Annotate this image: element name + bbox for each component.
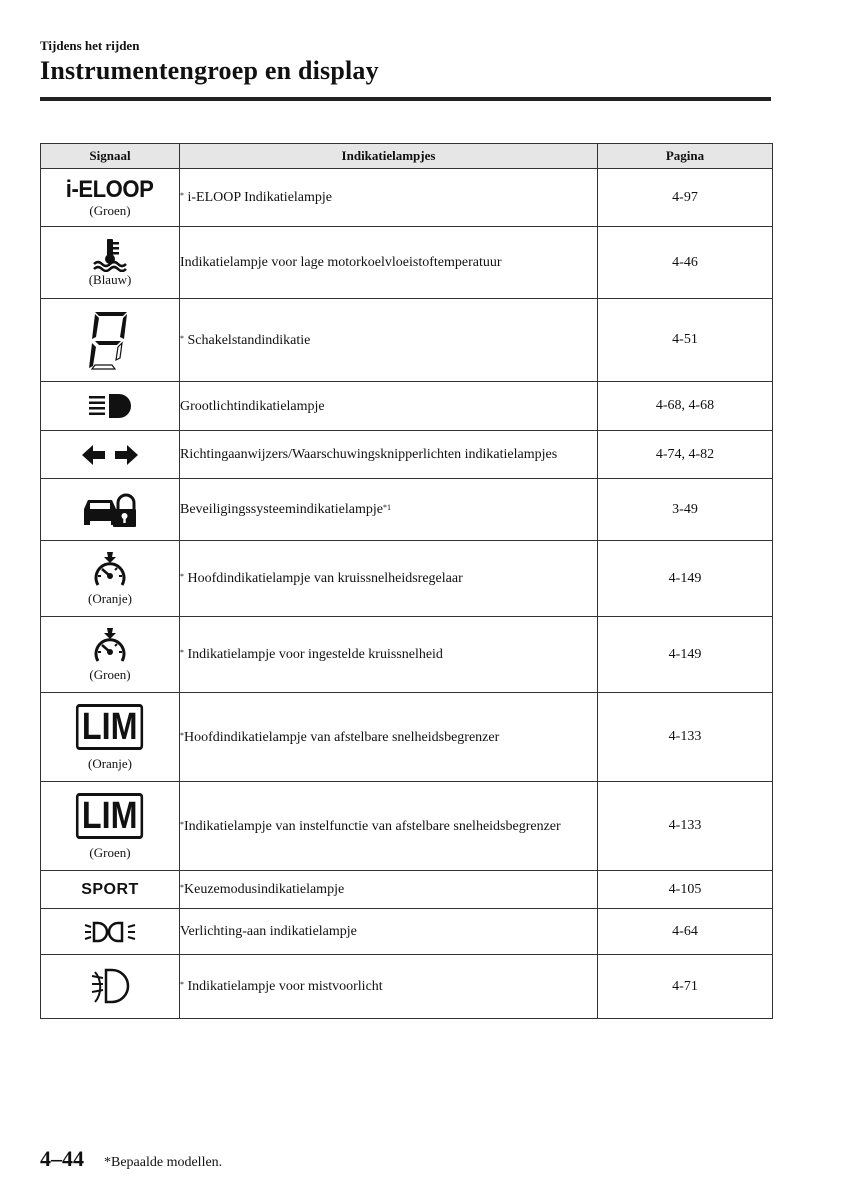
header-indicator: Indikatielampjes [180, 144, 598, 169]
page-ref: 4-51 [598, 299, 773, 382]
signal-cell [41, 169, 180, 227]
indicator-text: Hoofdindikatielampje van afstelbare snelheidsbegrenzer [184, 729, 500, 745]
table-header-row [41, 144, 773, 169]
footnote-ref: *1 [382, 503, 391, 512]
security-lock-icon [82, 491, 138, 529]
lim-set-icon: LIM [76, 793, 144, 839]
indicator-text: Keuzemodusindikatielampje [184, 882, 345, 897]
page-ref: 4-149 [598, 541, 773, 617]
table-row [41, 541, 773, 617]
i-eloop-icon: i-ELOOP [66, 176, 154, 203]
signal-cell [41, 299, 180, 382]
signal-cell [41, 541, 180, 617]
indicator-table [40, 143, 773, 1019]
table-row [41, 782, 773, 871]
page-ref: 4-105 [598, 871, 773, 909]
table-row [41, 431, 773, 479]
color-label: (Oranje) [87, 755, 133, 771]
signal-cell [41, 782, 180, 871]
cruise-control-set-icon [90, 627, 130, 667]
signal-cell [41, 227, 180, 299]
indicator-cell [180, 227, 598, 299]
indicator-cell [180, 431, 598, 479]
page-number: 4–44 [40, 1146, 84, 1171]
page-ref: 4-74, 4-82 [598, 431, 773, 479]
page-ref: 3-49 [598, 479, 773, 541]
indicator-text: Indikatielampje voor ingestelde kruissnelheid [184, 647, 443, 662]
indicator-cell [180, 382, 598, 431]
model-mark: * [180, 730, 184, 740]
model-mark: * [180, 191, 184, 200]
signal-cell [41, 431, 180, 479]
lights-on-icon [84, 920, 136, 944]
footnote: *Bepaalde modellen. [104, 1155, 223, 1170]
indicator-cell [180, 955, 598, 1019]
table-row [41, 299, 773, 382]
page-ref: 4-71 [598, 955, 773, 1019]
sport-mode-icon: SPORT [81, 880, 139, 898]
cruise-control-icon [90, 551, 130, 591]
indicator-cell [180, 541, 598, 617]
page-ref: 4-46 [598, 227, 773, 299]
header-signal: Signaal [41, 144, 180, 169]
indicator-text: Schakelstandindikatie [184, 332, 311, 348]
table-row [41, 617, 773, 693]
page-ref: 4-68, 4-68 [598, 382, 773, 431]
indicator-text: Indikatielampje voor lage motorkoelvloeistoftemperatuur [180, 255, 502, 270]
indicator-cell [180, 299, 598, 382]
table-row [41, 227, 773, 299]
indicator-cell [180, 782, 598, 871]
page-title: Instrumentengroep en display [40, 56, 379, 85]
indicator-cell [180, 479, 598, 541]
table-row [41, 909, 773, 955]
model-mark: * [180, 819, 184, 829]
page-ref: 4-133 [598, 782, 773, 871]
signal-cell [41, 479, 180, 541]
signal-cell [41, 382, 180, 431]
page-ref: 4-133 [598, 693, 773, 782]
table-row [41, 382, 773, 431]
indicator-text: i-ELOOP Indikatielampje [184, 190, 332, 205]
gear-position-icon [87, 310, 133, 370]
table-row [41, 955, 773, 1019]
header-page: Pagina [598, 144, 773, 169]
color-label: (Groen) [89, 667, 131, 682]
page-ref: 4-97 [598, 169, 773, 227]
indicator-text: Beveiligingssysteemindikatielampje [180, 502, 383, 517]
section-label: Tijdens het rijden [40, 38, 140, 53]
indicator-cell [180, 871, 598, 909]
indicator-text: Hoofdindikatielampje van kruissnelheidsregelaar [184, 571, 463, 586]
signal-cell [41, 955, 180, 1019]
signal-cell [41, 909, 180, 955]
signal-cell [41, 871, 180, 909]
indicator-cell [180, 617, 598, 693]
color-label: (Groen) [89, 844, 131, 860]
table-row [41, 871, 773, 909]
indicator-text: Grootlichtindikatielampje [180, 398, 325, 414]
indicator-text: Indikatielampje voor mistvoorlicht [184, 979, 383, 994]
high-beam-icon [87, 393, 133, 419]
color-label: (Blauw) [88, 272, 132, 287]
indicator-cell [180, 909, 598, 955]
indicator-cell [180, 693, 598, 782]
model-mark: * [180, 648, 184, 657]
signal-cell [41, 693, 180, 782]
color-label: (Oranje) [87, 591, 133, 606]
indicator-cell [180, 169, 598, 227]
page-footer [40, 1146, 222, 1172]
table-row [41, 693, 773, 782]
model-mark: * [180, 572, 184, 581]
page-ref: 4-149 [598, 617, 773, 693]
indicator-text: Indikatielampje van instelfunctie van afstelbare snelheidsbegrenzer [184, 818, 561, 834]
title-divider [40, 97, 771, 101]
model-mark: * [180, 980, 184, 989]
color-label: (Groen) [89, 203, 131, 218]
indicator-text: Richtingaanwijzers/Waarschuwingsknipperlichten indikatielampjes [180, 447, 558, 462]
table-row [41, 479, 773, 541]
page-ref: 4-64 [598, 909, 773, 955]
model-mark: * [180, 883, 184, 892]
model-mark: * [180, 333, 184, 343]
front-fog-light-icon [90, 968, 130, 1006]
table-row [41, 169, 773, 227]
lim-icon: LIM [76, 704, 144, 750]
coolant-temperature-icon [90, 238, 130, 272]
turn-signal-arrows-icon [81, 444, 139, 466]
indicator-text: Verlichting-aan indikatielampje [180, 924, 357, 939]
signal-cell [41, 617, 180, 693]
